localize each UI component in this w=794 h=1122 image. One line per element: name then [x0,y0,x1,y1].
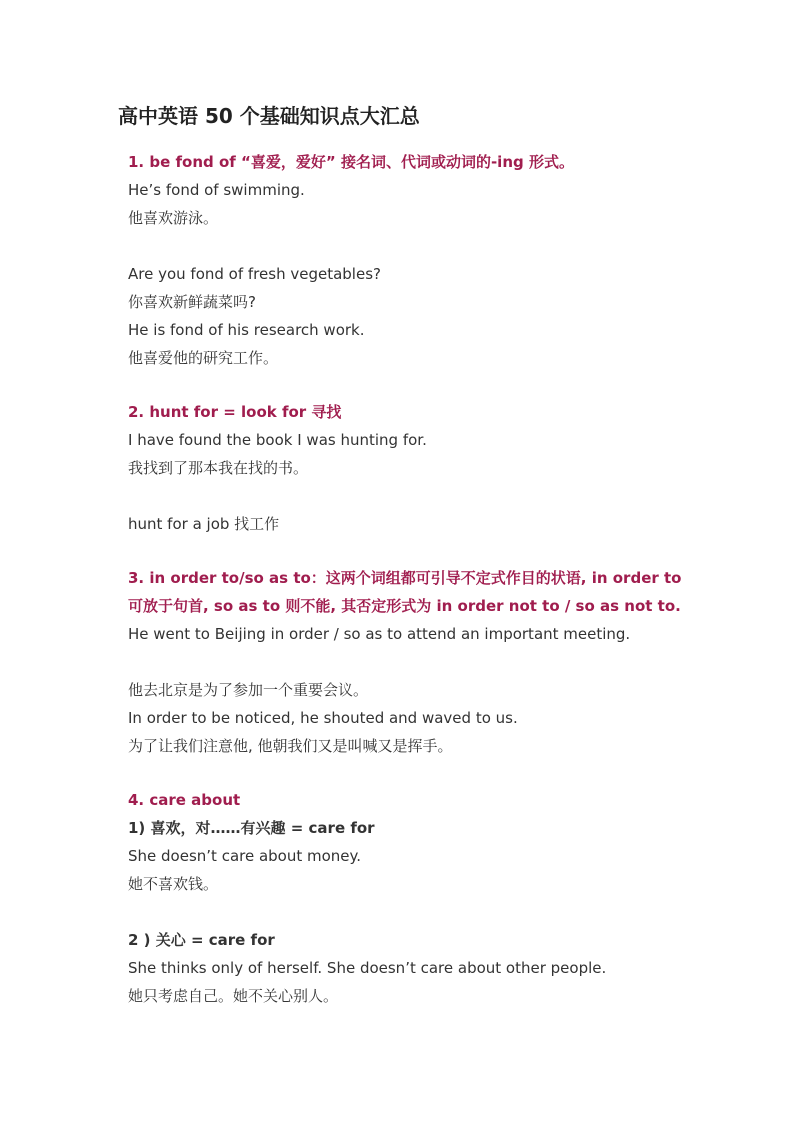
example-sentence: She thinks only of herself. She doesn’t care about other people. [128,959,607,977]
example-sentence: He’s fond of swimming. [128,181,305,199]
section-heading: 3. in order to/so as to：这两个词组都可引导不定式作目的状语, in order to [128,569,682,587]
section-heading: 2. hunt for = look for 寻找 [128,403,342,421]
example-sentence: He went to Beijing in order / so as to attend an important meeting. [128,625,631,643]
example-translation: 她只考虑自己。她不关心别人。 [128,987,339,1005]
example-sentence: I have found the book I was hunting for. [128,431,427,449]
subsection-label: 1) 喜欢，对……有兴趣 = care for [128,819,375,837]
example-translation: 我找到了那本我在找的书。 [128,459,309,477]
document-title: 高中英语 50 个基础知识点大汇总 [118,104,420,128]
section-heading: 1. be fond of “喜爱，爱好” 接名词、代词或动词的-ing 形式。 [128,153,574,171]
section-heading-continued: 可放于句首, so as to 则不能, 其否定形式为 in order not to / so as not to. [128,597,681,615]
example-translation: 他喜爱他的研究工作。 [128,349,279,367]
example-sentence: Are you fond of fresh vegetables? [128,265,381,283]
section-heading: 4. care about [128,791,241,809]
example-translation: 她不喜欢钱。 [128,875,219,893]
example-phrase: hunt for a job 找工作 [128,515,280,533]
example-sentence: He is fond of his research work. [128,321,365,339]
example-translation: 你喜欢新鲜蔬菜吗? [128,293,256,311]
example-sentence: In order to be noticed, he shouted and waved to us. [128,709,518,727]
example-translation: 为了让我们注意他, 他朝我们又是叫喊又是挥手。 [128,737,453,755]
example-sentence: She doesn’t care about money. [128,847,362,865]
example-translation: 他去北京是为了参加一个重要会议。 [128,681,369,699]
subsection-label: 2 ) 关心 = care for [128,931,275,949]
example-translation: 他喜欢游泳。 [128,209,219,227]
